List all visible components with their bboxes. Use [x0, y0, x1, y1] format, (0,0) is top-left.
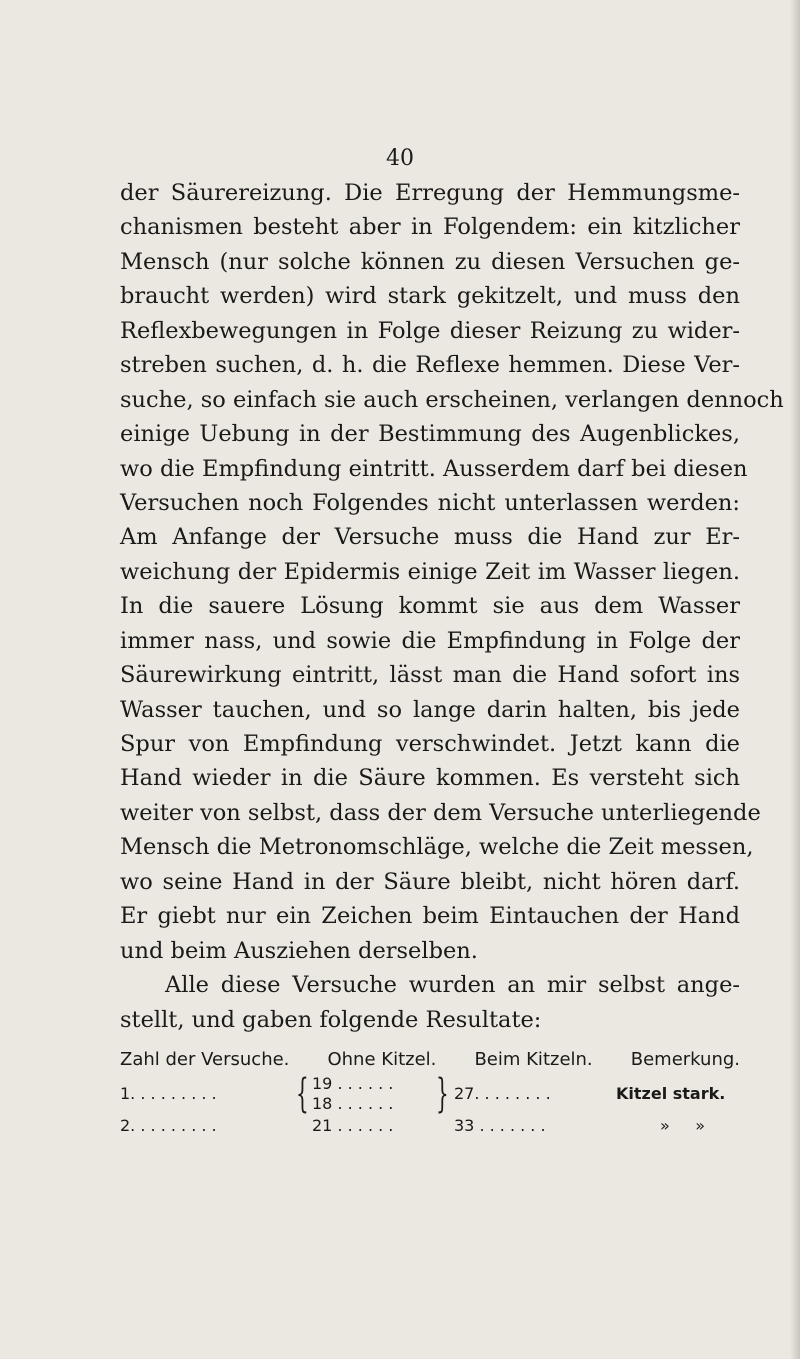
- text-line: Säurewirkung eintritt, lässt man die Hand sofort ins: [120, 662, 740, 689]
- page-edge-shadow: [790, 0, 800, 1359]
- header-without-tickle: Ohne Kitzel.: [327, 1049, 437, 1070]
- text-line: der Säurereizung. Die Erregung der Hemmungsme-: [120, 180, 740, 206]
- text-line: chanismen besteht aber in Folgendem: ein kitzlicher: [120, 214, 740, 241]
- without-tickle-value: 18 . . . . . .: [312, 1094, 394, 1113]
- result-row: [120, 1114, 740, 1144]
- text-line: Mensch die Metronomschläge, welche die Zeit messen,: [120, 834, 754, 861]
- remark-value: » »: [660, 1116, 706, 1135]
- with-tickle-value: 33 . . . . . . .: [454, 1116, 546, 1135]
- header-remark: Bemerkung.: [630, 1049, 740, 1070]
- text-line: Spur von Empfindung verschwindet. Jetzt kann die: [120, 731, 740, 757]
- text-line: weichung der Epidermis einige Zeit im Wasser liegen.: [120, 558, 740, 585]
- page-number: 40: [386, 146, 414, 171]
- text-line: wo die Empfindung eintritt. Ausserdem darf bei diesen: [120, 455, 748, 482]
- without-tickle-value: 19 . . . . . .: [312, 1074, 394, 1093]
- body-text: [120, 176, 784, 1037]
- text-line: wo seine Hand in der Säure bleibt, nicht hören darf.: [120, 868, 740, 895]
- trial-number: 1. . . . . . . . .: [120, 1084, 217, 1103]
- header-trial-count: Zahl der Versuche.: [120, 1049, 290, 1070]
- text-line: Hand wieder in die Säure kommen. Es versteht sich: [120, 765, 740, 792]
- results-table: [120, 1046, 740, 1144]
- text-line: suche, so einfach sie auch erscheinen, verlangen dennoch: [120, 386, 784, 413]
- text-line: stellt, und gaben folgende Resultate:: [120, 1006, 542, 1033]
- text-line: Am Anfange der Versuche muss die Hand zur Er-: [120, 524, 740, 551]
- text-line: In die sauere Lösung kommt sie aus dem Wasser: [120, 593, 740, 620]
- text-line: einige Uebung in der Bestimmung des Augenblickes,: [120, 421, 740, 448]
- text-line: Versuchen noch Folgendes nicht unterlassen werden:: [120, 489, 740, 516]
- trial-number: 2. . . . . . . . .: [120, 1116, 217, 1135]
- without-tickle-value: 21 . . . . . .: [312, 1116, 394, 1135]
- text-line: Alle diese Versuche wurden an mir selbst ange-: [165, 972, 740, 999]
- text-line: Er giebt nur ein Zeichen beim Eintauchen der Hand: [120, 903, 740, 930]
- text-line: streben suchen, d. h. die Reflexe hemmen. Diese Ver-: [120, 352, 740, 379]
- remark-value: Kitzel stark.: [616, 1084, 726, 1103]
- text-line: immer nass, und sowie die Empfindung in Folge der: [120, 627, 740, 654]
- text-line: Mensch (nur solche können zu diesen Versuchen ge-: [120, 248, 740, 275]
- open-brace: {: [296, 1071, 309, 1117]
- header-with-tickle: Beim Kitzeln.: [474, 1049, 593, 1070]
- text-line: Reflexbewegungen in Folge dieser Reizung zu wider-: [120, 317, 740, 344]
- result-row: [120, 1071, 740, 1117]
- close-brace: }: [436, 1071, 449, 1117]
- results-header: [120, 1046, 740, 1074]
- with-tickle-value: 27. . . . . . . .: [454, 1084, 551, 1103]
- text-line: weiter von selbst, dass der dem Versuche unterliegende: [120, 799, 761, 826]
- text-line: und beim Ausziehen derselben.: [120, 937, 478, 964]
- text-line: braucht werden) wird stark gekitzelt, und muss den: [120, 283, 740, 310]
- text-line: Wasser tauchen, und so lange darin halten, bis jede: [120, 696, 740, 723]
